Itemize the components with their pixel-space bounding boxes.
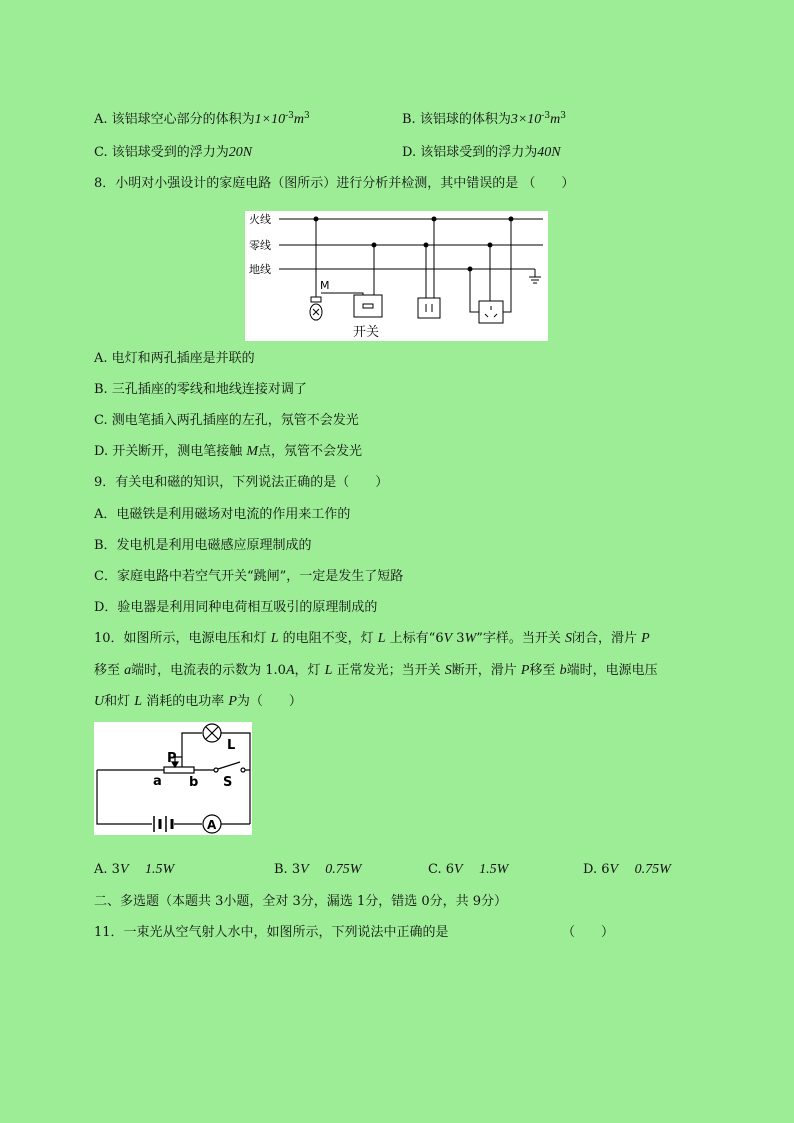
q9-stem: 9．有关电和磁的知识，下列说法正确的是（ ） xyxy=(94,475,389,490)
label-b: b xyxy=(189,775,199,790)
earth-icon xyxy=(529,269,541,283)
q10-stem-line3: U和灯 L 消耗的电功率 P为（ ） xyxy=(94,694,302,709)
section-heading: 二、多选题（本题共 3小题，全对 3分，漏选 1分，错选 0分，共 9分） xyxy=(94,894,508,909)
q9-option-b: B．发电机是利用电磁感应原理制成的 xyxy=(94,538,312,553)
ammeter-label: A xyxy=(207,818,217,832)
q7-option-a: A. 该铝球空心部分的体积为$1\times 10^{-3}m^3$ xyxy=(94,111,310,127)
three-hole-socket xyxy=(479,301,503,323)
q10-option-c: C. 6V 1.5W xyxy=(428,862,509,877)
ground-line-label: 地线 xyxy=(249,263,271,276)
q10-option-d: D. 6V 0.75W xyxy=(583,862,671,877)
neutral-line-label: 零线 xyxy=(249,239,271,252)
q9-option-a: A．电磁铁是利用磁场对电流的作用来工作的 xyxy=(94,507,351,522)
q7-option-b: B. 该铝球的体积为$3\times 10^{-3}m^3$ xyxy=(402,111,566,127)
q11-stem: 11．一束光从空气射人水中，如图所示，下列说法中正确的是 xyxy=(94,925,449,940)
q10-stem-line1: 10．如图所示，电源电压和灯 L 的电阻不变，灯 L 上标有“6V 3W”字样。当开关 S闭合，滑片 P xyxy=(94,631,650,646)
q8-stem: 8．小明对小强设计的家庭电路（图所示）进行分析并检测，其中错误的是 （ ） xyxy=(94,176,575,191)
household-circuit-figure xyxy=(245,211,548,341)
q9-option-d: D．验电器是利用同种电荷相互吸引的原理制成的 xyxy=(94,600,378,615)
label-a: a xyxy=(153,774,162,789)
battery-icon xyxy=(154,816,172,832)
q10-stem-line2: 移至 a端时，电流表的示数为 1.0A，灯 L 正常发光；当开关 S断开，滑片 P移至 b端时，电源电压 xyxy=(94,663,658,678)
switch-label: 开关 xyxy=(353,325,380,340)
q9-option-c: C．家庭电路中若空气开关“跳闸”，一定是发生了短路 xyxy=(94,569,404,584)
point-m-label: M xyxy=(320,279,330,292)
label-s: S xyxy=(223,775,233,790)
q7-option-c: C. 该铝球受到的浮力为20N xyxy=(94,145,253,160)
lamp-holder xyxy=(311,297,321,302)
q11-answer-paren: （ ） xyxy=(562,925,615,940)
q10-option-a: A. 3V 1.5W xyxy=(94,862,175,877)
q8-option-b: B. 三孔插座的零线和地线连接对调了 xyxy=(94,382,307,397)
two-hole-socket xyxy=(418,298,440,318)
sliding-rheostat xyxy=(164,767,194,773)
q7-option-d: D. 该铝球受到的浮力为40N xyxy=(402,145,561,160)
q8-option-d: D. 开关断开，测电笔接触 M点，氖管不会发光 xyxy=(94,444,363,459)
label-p: P xyxy=(167,751,177,766)
light-bulb-icon xyxy=(310,304,322,320)
rheostat-circuit-figure xyxy=(94,722,252,835)
q8-option-c: C. 测电笔插入两孔插座的左孔，氖管不会发光 xyxy=(94,413,359,428)
fire-line-label: 火线 xyxy=(249,213,271,226)
q8-option-a: A. 电灯和两孔插座是并联的 xyxy=(94,351,255,366)
switch-s xyxy=(214,762,245,772)
wall-switch xyxy=(354,295,382,317)
q10-option-b: B. 3V 0.75W xyxy=(274,862,362,877)
lamp-icon xyxy=(203,724,221,742)
label-l: L xyxy=(227,738,236,753)
